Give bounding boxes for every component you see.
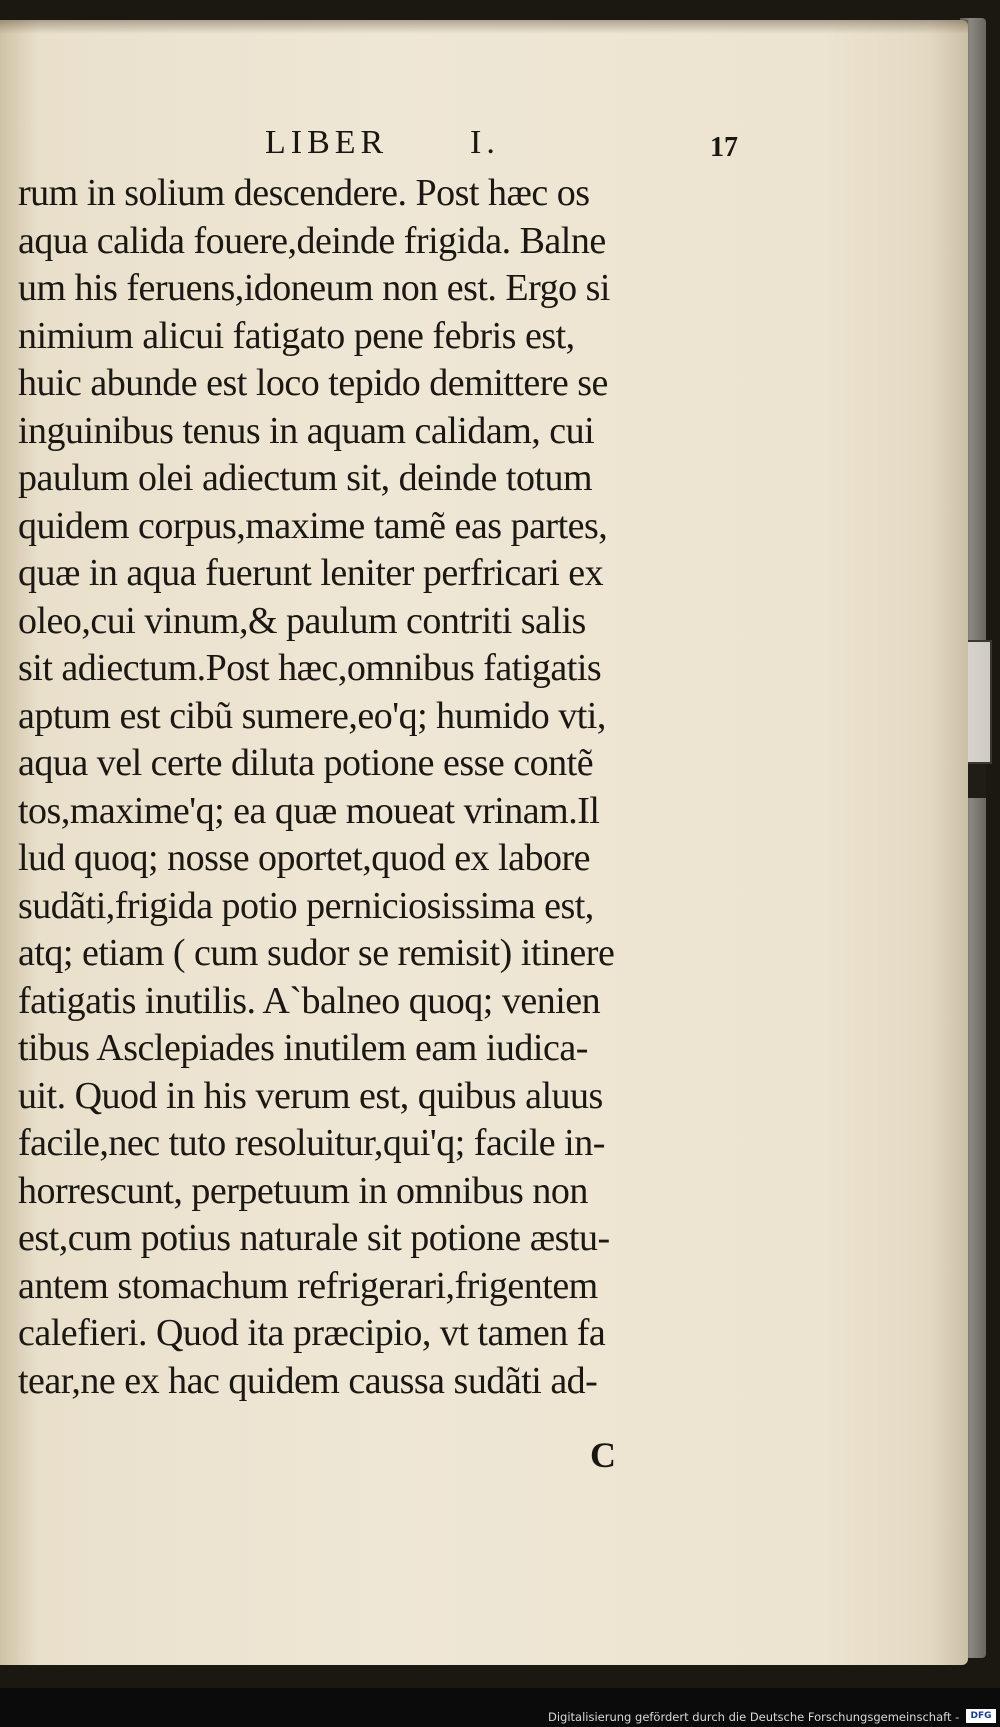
running-head bbox=[265, 120, 765, 164]
dfg-logo: DFG bbox=[966, 1709, 996, 1723]
body-text bbox=[18, 170, 738, 1405]
text-line: tear,ne ex hac quidem caussa sudãti ad- bbox=[18, 1359, 598, 1402]
text-line: antem stomachum refrigerari,frigentem bbox=[18, 1264, 598, 1307]
text-line: horrescunt, perpetuum in omnibus non bbox=[18, 1169, 588, 1212]
text-line: atq; etiam ( cum sudor se remisit) itinere bbox=[18, 932, 615, 974]
text-line: nimium alicui fatigato pene febris est, bbox=[18, 314, 575, 357]
text-line: quidem corpus,maxime tamẽ eas partes, bbox=[18, 504, 608, 547]
text-line: lud quoq; nosse oportet,quod ex labore bbox=[18, 837, 591, 879]
text-line: paulum olei adiectum sit, deinde totum bbox=[18, 457, 593, 499]
text-line: tos,maxime'q; ea quæ moueat vrinam.Il bbox=[18, 789, 600, 832]
text-line: oleo,cui vinum,& paulum contriti salis bbox=[18, 599, 586, 642]
running-head-numeral: I. bbox=[470, 124, 500, 161]
text-line: fatigatis inutilis. A`balneo quoq; venien bbox=[18, 979, 601, 1022]
page-top-shadow bbox=[0, 20, 968, 34]
book-page bbox=[0, 20, 968, 1665]
text-line: aqua vel certe diluta potione esse contẽ bbox=[18, 742, 594, 784]
text-line: sit adiectum.Post hæc,omnibus fatigatis bbox=[18, 647, 602, 689]
text-line: rum in solium descendere. Post hæc os bbox=[18, 172, 590, 214]
text-line: facile,nec tuto resoluitur,qui'q; facile in- bbox=[18, 1122, 605, 1164]
text-line: huic abunde est loco tepido demittere se bbox=[18, 362, 608, 404]
page-number: 17 bbox=[710, 132, 738, 163]
text-line: calefieri. Quod ita præcipio, vt tamen fa bbox=[18, 1312, 606, 1354]
text-line: uit. Quod in his verum est, quibus aluus bbox=[18, 1074, 603, 1117]
text-line: inguinibus tenus in aquam calidam, cui bbox=[18, 409, 595, 452]
text-line: tibus Asclepiades inutilem eam iudica- bbox=[18, 1027, 588, 1069]
text-line: sudãti,frigida potio perniciosissima est, bbox=[18, 884, 594, 927]
digitization-credit: Digitalisierung gefördert durch die Deutsche Forschungsgemeinschaft - bbox=[548, 1710, 960, 1724]
running-head-title: LIBER bbox=[265, 124, 389, 161]
text-line: quæ in aqua fuerunt leniter perfricari ex bbox=[18, 552, 604, 594]
text-line: um his feruens,idoneum non est. Ergo si bbox=[18, 267, 610, 309]
text-line: est,cum potius naturale sit potione æstu- bbox=[18, 1217, 610, 1259]
signature-mark: C bbox=[590, 1435, 616, 1475]
text-line: aptum est cibũ sumere,eo'q; humido vti, bbox=[18, 694, 606, 737]
text-line: aqua calida fouere,deinde frigida. Balne bbox=[18, 219, 606, 262]
